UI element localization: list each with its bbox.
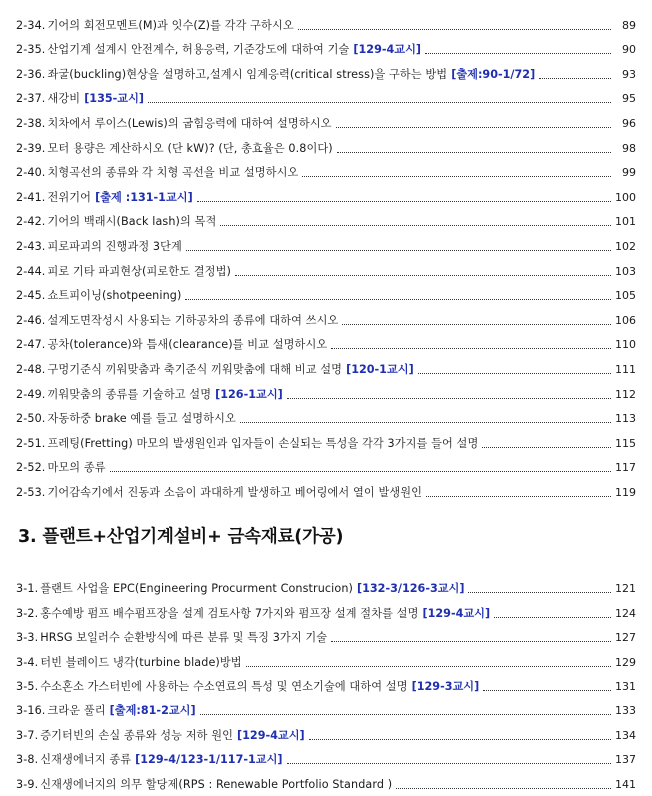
toc-entry-title: 자동하중 brake 예를 들고 설명하시오 bbox=[47, 412, 236, 426]
toc-dot-leader bbox=[494, 617, 611, 618]
toc-entry-page-number: 124 bbox=[615, 606, 636, 620]
toc-entry-page-number: 95 bbox=[622, 92, 636, 106]
toc-dot-leader bbox=[200, 714, 611, 715]
toc-dot-leader bbox=[298, 29, 611, 30]
toc-entry-page-number: 110 bbox=[615, 338, 636, 352]
toc-entry-number: 2-35. bbox=[16, 43, 46, 57]
toc-entry-title: 크라운 풀리 bbox=[47, 704, 106, 718]
toc-entry[interactable] bbox=[16, 82, 636, 107]
toc-entry-number: 2-45. bbox=[16, 289, 46, 303]
toc-entry-title: 기어의 백래시(Back lash)의 목적 bbox=[47, 215, 217, 229]
toc-entry[interactable] bbox=[16, 718, 636, 742]
toc-entry[interactable] bbox=[16, 645, 636, 669]
toc-entry-page-number: 141 bbox=[615, 777, 636, 791]
toc-entry-title: 공차(tolerance)와 틈새(clearance)를 비교 설명하시오 bbox=[47, 338, 328, 352]
toc-entry-page-number: 89 bbox=[622, 18, 636, 32]
toc-entry-page-number: 129 bbox=[615, 655, 636, 669]
toc-dot-leader bbox=[185, 299, 611, 300]
toc-entry[interactable] bbox=[16, 572, 636, 596]
toc-dot-leader bbox=[148, 102, 611, 103]
toc-entry-title: 기어감속기에서 진동과 소음이 과대하게 발생하고 베어링에서 열이 발생원인 bbox=[47, 485, 423, 499]
toc-entry[interactable] bbox=[16, 33, 636, 58]
toc-entry-number: 3-4. bbox=[16, 655, 39, 669]
toc-entry-title: 터빈 블레이드 냉각(turbine blade)방법 bbox=[40, 655, 242, 669]
toc-dot-leader bbox=[426, 496, 611, 497]
toc-entry-title: 프레팅(Fretting) 마모의 발생원인과 입자들이 손실되는 특성을 각각 3가지를 들어 설명 bbox=[47, 436, 479, 450]
toc-entry[interactable] bbox=[16, 106, 636, 131]
toc-entry[interactable] bbox=[16, 621, 636, 645]
toc-entry[interactable] bbox=[16, 596, 636, 620]
toc-entry-title: 피로 기타 파괴현상(피로한도 결정법) bbox=[47, 264, 231, 278]
toc-entry[interactable] bbox=[16, 767, 636, 791]
toc-entry-number: 2-43. bbox=[16, 239, 46, 253]
toc-entry[interactable] bbox=[16, 279, 636, 304]
toc-entry[interactable] bbox=[16, 451, 636, 476]
toc-entry[interactable] bbox=[16, 254, 636, 279]
toc-entry-number: 2-52. bbox=[16, 461, 46, 475]
toc-entry-number: 2-50. bbox=[16, 412, 46, 426]
toc-list-chapter-3 bbox=[16, 572, 636, 792]
toc-entry[interactable] bbox=[16, 57, 636, 82]
toc-entry-number: 2-53. bbox=[16, 485, 46, 499]
toc-entry-exam-tag: [출제 :131-1교시] bbox=[95, 190, 193, 204]
toc-entry-page-number: 101 bbox=[615, 215, 636, 229]
toc-entry-page-number: 119 bbox=[615, 485, 636, 499]
toc-entry-page-number: 99 bbox=[622, 166, 636, 180]
toc-entry-title: 설계도면작성시 사용되는 기하공차의 종류에 대하여 쓰시오 bbox=[47, 313, 339, 327]
toc-entry-exam-tag: [129-3교시] bbox=[411, 679, 480, 693]
toc-entry[interactable] bbox=[16, 670, 636, 694]
toc-entry-exam-tag: [출제:90-1/72] bbox=[451, 67, 536, 81]
toc-entry-number: 2-38. bbox=[16, 116, 46, 130]
toc-dot-leader bbox=[331, 348, 611, 349]
toc-entry-title: 피로파괴의 진행과정 3단계 bbox=[47, 239, 182, 253]
toc-entry-title: 플랜트 사업을 EPC(Engineering Procurment Construcion) bbox=[40, 582, 353, 596]
toc-entry[interactable] bbox=[16, 229, 636, 254]
toc-entry-page-number: 112 bbox=[615, 387, 636, 401]
toc-dot-leader bbox=[418, 373, 611, 374]
toc-dot-leader bbox=[197, 201, 611, 202]
toc-entry-number: 3-5. bbox=[16, 679, 39, 693]
toc-entry-page-number: 113 bbox=[615, 412, 636, 426]
toc-dot-leader bbox=[235, 275, 611, 276]
toc-entry-title: 구멍기준식 끼워맞춤과 축기준식 끼워맞춤에 대해 비교 설명 bbox=[47, 362, 343, 376]
toc-entry-number: 2-34. bbox=[16, 18, 46, 32]
toc-entry-number: 2-47. bbox=[16, 338, 46, 352]
toc-entry[interactable] bbox=[16, 131, 636, 156]
toc-entry-title: 치차에서 루이스(Lewis)의 굽힘응력에 대하여 설명하시오 bbox=[47, 116, 332, 130]
toc-entry[interactable] bbox=[16, 303, 636, 328]
toc-entry[interactable] bbox=[16, 156, 636, 181]
toc-entry-exam-tag: [120-1교시] bbox=[346, 362, 414, 376]
toc-entry-title: 좌굴(buckling)현상을 설명하고,설계시 임계응력(critical stress)을 구하는 방법 bbox=[47, 67, 448, 81]
toc-dot-leader bbox=[302, 176, 611, 177]
toc-entry-number: 2-46. bbox=[16, 313, 46, 327]
toc-entry-title: 기어의 회전모멘트(M)과 잇수(Z)를 각각 구하시오 bbox=[47, 18, 294, 32]
toc-dot-leader bbox=[186, 250, 611, 251]
toc-entry-title: 수소혼소 가스터빈에 사용하는 수소연료의 특성 및 연소기술에 대하여 설명 bbox=[40, 679, 408, 693]
toc-entry-number: 2-41. bbox=[16, 190, 46, 204]
toc-entry-page-number: 127 bbox=[615, 631, 636, 645]
toc-entry-title: 산업기계 설계시 안전계수, 허용응력, 기준강도에 대하여 기술 bbox=[47, 43, 350, 57]
toc-dot-leader bbox=[539, 78, 611, 79]
toc-entry-page-number: 131 bbox=[615, 679, 636, 693]
toc-entry-page-number: 121 bbox=[615, 582, 636, 596]
toc-entry-exam-tag: [126-1교시] bbox=[215, 387, 283, 401]
toc-entry-page-number: 96 bbox=[622, 116, 636, 130]
toc-entry-page-number: 103 bbox=[615, 264, 636, 278]
toc-entry-number: 2-37. bbox=[16, 92, 46, 106]
toc-dot-leader bbox=[337, 152, 611, 153]
toc-entry-page-number: 106 bbox=[615, 313, 636, 327]
toc-entry-number: 3-3. bbox=[16, 631, 39, 645]
toc-entry-page-number: 102 bbox=[615, 239, 636, 253]
toc-entry-number: 2-44. bbox=[16, 264, 46, 278]
toc-entry-page-number: 115 bbox=[615, 436, 636, 450]
toc-entry-page-number: 111 bbox=[615, 362, 636, 376]
toc-dot-leader bbox=[468, 592, 611, 593]
toc-entry[interactable] bbox=[16, 180, 636, 205]
toc-entry-page-number: 100 bbox=[615, 190, 636, 204]
toc-entry-exam-tag: [출제:81-2교시] bbox=[109, 704, 196, 718]
toc-entry-exam-tag: [135-교시] bbox=[84, 92, 145, 106]
toc-entry-number: 3-9. bbox=[16, 777, 39, 791]
toc-entry-title: 신재생에너지의 의무 할당제(RPS : Renewable Portfolio Standard ) bbox=[40, 777, 393, 791]
toc-entry[interactable] bbox=[16, 426, 636, 451]
toc-entry-exam-tag: [129-4/123-1/117-1교시] bbox=[135, 753, 283, 767]
toc-entry-title: HRSG 보일러수 순환방식에 따른 분류 및 특징 3가지 기술 bbox=[40, 631, 328, 645]
toc-entry-title: 쇼트피이닝(shotpeening) bbox=[47, 289, 182, 303]
toc-dot-leader bbox=[425, 53, 611, 54]
toc-entry-page-number: 105 bbox=[615, 289, 636, 303]
toc-entry[interactable] bbox=[16, 352, 636, 377]
toc-entry-title: 홍수예방 펌프 배수펌프장을 설계 검토사항 7가지와 펌프장 설계 절차를 설명 bbox=[40, 606, 419, 620]
toc-entry[interactable] bbox=[16, 328, 636, 353]
toc-dot-leader bbox=[336, 127, 611, 128]
toc-entry-title: 끼워맞춤의 종류를 기술하고 설명 bbox=[47, 387, 212, 401]
toc-entry-exam-tag: [129-4교시] bbox=[237, 728, 305, 742]
toc-dot-leader bbox=[287, 398, 611, 399]
toc-entry[interactable] bbox=[16, 402, 636, 427]
toc-entry-page-number: 133 bbox=[615, 704, 636, 718]
toc-entry-number: 2-36. bbox=[16, 67, 46, 81]
toc-entry-page-number: 134 bbox=[615, 728, 636, 742]
toc-entry-number: 3-16. bbox=[16, 704, 46, 718]
toc-dot-leader bbox=[331, 641, 611, 642]
toc-dot-leader bbox=[246, 666, 611, 667]
toc-dot-leader bbox=[110, 471, 611, 472]
toc-dot-leader bbox=[287, 763, 611, 764]
toc-dot-leader bbox=[240, 422, 611, 423]
toc-entry-page-number: 90 bbox=[622, 43, 636, 57]
toc-entry-title: 마모의 종류 bbox=[47, 461, 106, 475]
toc-entry-number: 2-51. bbox=[16, 436, 46, 450]
toc-entry-exam-tag: [132-3/126-3교시] bbox=[356, 582, 465, 596]
toc-entry-exam-tag: [129-4교시] bbox=[353, 43, 422, 57]
section-heading: 3. 플랜트+산업기계설비+ 금속재료(가공) bbox=[18, 527, 344, 547]
toc-entry-number: 2-49. bbox=[16, 387, 46, 401]
toc-dot-leader bbox=[482, 447, 611, 448]
toc-entry-page-number: 117 bbox=[615, 461, 636, 475]
toc-entry-page-number: 137 bbox=[615, 753, 636, 767]
toc-entry-title: 모터 용량은 계산하시오 (단 kW)? (단, 총효율은 0.8이다) bbox=[47, 141, 333, 155]
toc-entry[interactable] bbox=[16, 205, 636, 230]
toc-entry-number: 3-1. bbox=[16, 582, 39, 596]
toc-entry-number: 2-48. bbox=[16, 362, 46, 376]
toc-entry-number: 2-39. bbox=[16, 141, 46, 155]
toc-entry[interactable] bbox=[16, 743, 636, 767]
toc-entry-number: 3-7. bbox=[16, 728, 39, 742]
toc-entry[interactable] bbox=[16, 8, 636, 33]
toc-entry-title: 증기터빈의 손실 종류와 성능 저하 원인 bbox=[40, 728, 234, 742]
toc-entry-number: 2-40. bbox=[16, 166, 46, 180]
toc-entry[interactable] bbox=[16, 694, 636, 718]
toc-entry[interactable] bbox=[16, 475, 636, 500]
toc-dot-leader bbox=[342, 324, 611, 325]
toc-dot-leader bbox=[309, 739, 611, 740]
toc-entry-title: 치형곡선의 종류와 각 치형 곡선을 비교 설명하시오 bbox=[47, 166, 299, 180]
toc-entry-number: 3-8. bbox=[16, 753, 39, 767]
toc-list-chapter-2 bbox=[16, 8, 636, 500]
toc-entry-title: 새강비 bbox=[47, 92, 81, 106]
toc-entry-title: 신재생에너지 종류 bbox=[40, 753, 132, 767]
toc-dot-leader bbox=[483, 690, 611, 691]
toc-entry-exam-tag: [129-4교시] bbox=[422, 606, 491, 620]
toc-dot-leader bbox=[396, 788, 611, 789]
toc-dot-leader bbox=[220, 225, 611, 226]
toc-entry-number: 2-42. bbox=[16, 215, 46, 229]
toc-entry-title: 전위기어 bbox=[47, 190, 92, 204]
toc-entry-number: 3-2. bbox=[16, 606, 39, 620]
toc-entry[interactable] bbox=[16, 377, 636, 402]
toc-entry-page-number: 93 bbox=[622, 67, 636, 81]
toc-entry-page-number: 98 bbox=[622, 141, 636, 155]
